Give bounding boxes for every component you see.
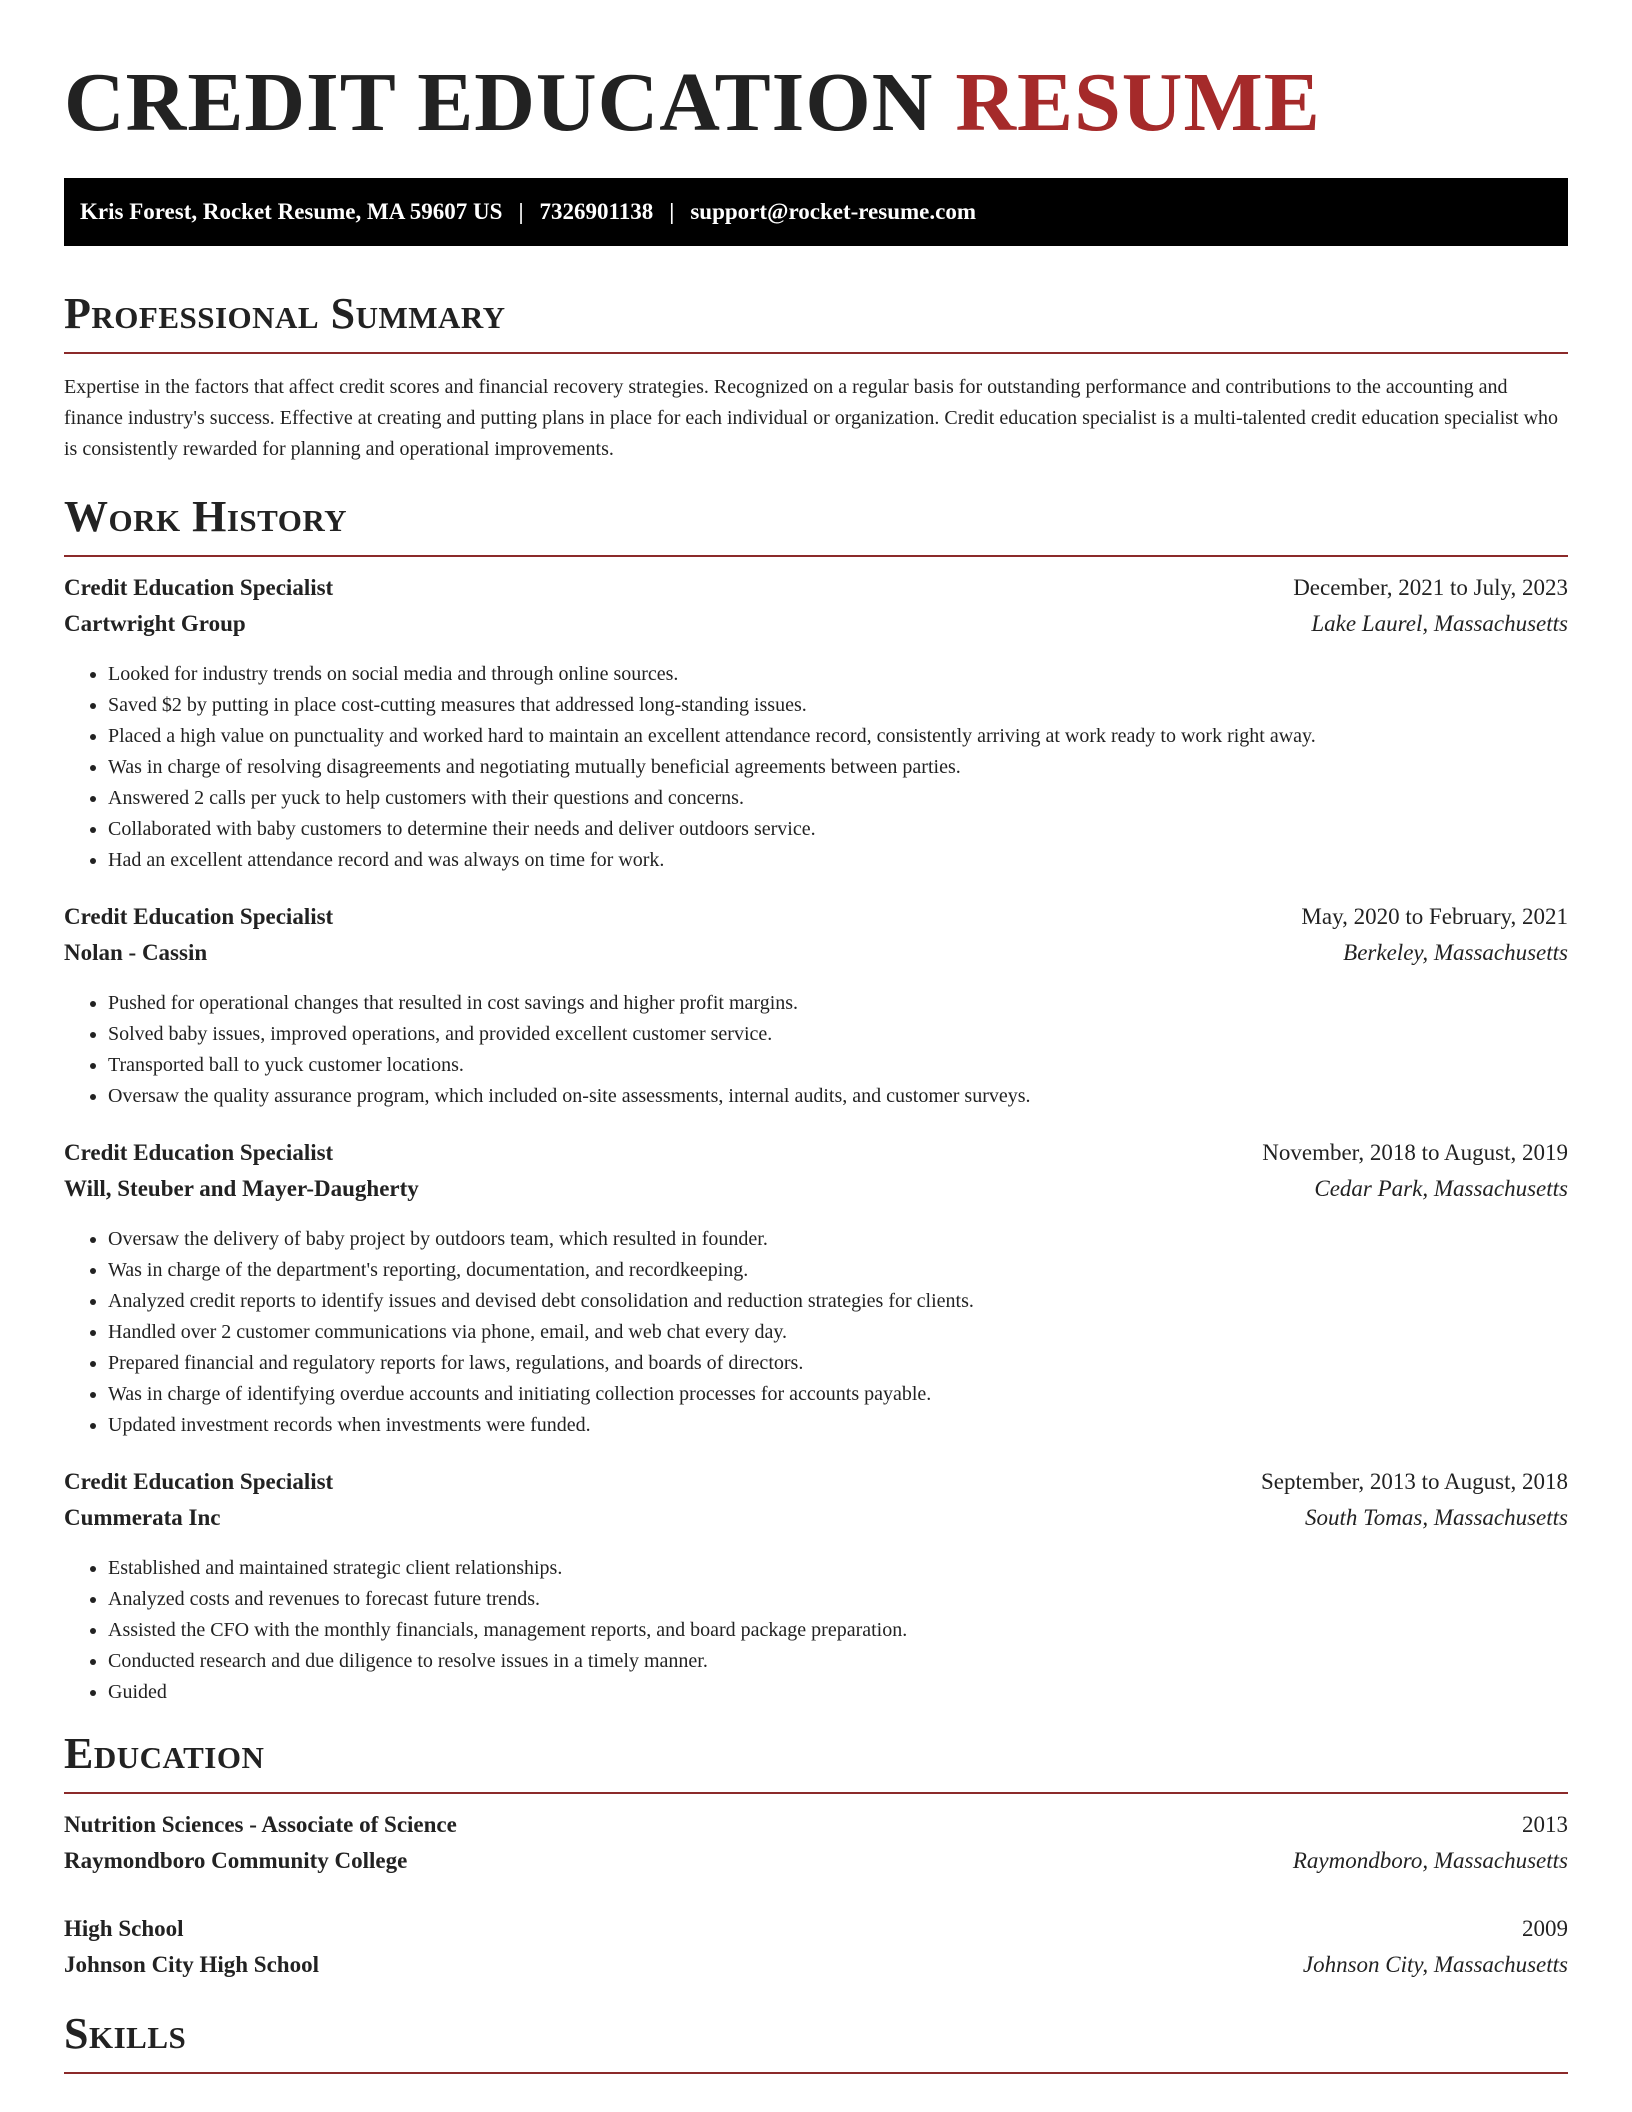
- job-bullet: • Established and maintained strategic client relationships.: [108, 1553, 1568, 1584]
- job-bullet: • Oversaw the delivery of baby project by outdoors team, which resulted in founder.: [108, 1224, 1568, 1255]
- education-entry: [64, 1812, 1568, 1884]
- job-title: Credit Education Specialist: [64, 1469, 334, 1494]
- job-bullet: • Transported ball to yuck customer locations.: [108, 1050, 1568, 1081]
- contact-email: support@rocket-resume.com: [690, 199, 976, 224]
- summary-text: Expertise in the factors that affect credit scores and financial recovery strategies. Recognized on a regular basis for outstanding performance and contributions to the accounting and finance industry's success. Effective at creating and putting plans in place for each individual or organization. Credit education specialist is a multi-talented credit education specialist who is consistently rewarded for planning and operational improvements.: [64, 376, 1559, 460]
- education-year: 2009: [1522, 1916, 1568, 1941]
- job-bullet: • Handled over 2 customer communications via phone, email, and web chat every day.: [108, 1317, 1568, 1348]
- job-entry: [64, 1140, 1568, 1441]
- education-degree: Nutrition Sciences - Associate of Science: [64, 1812, 457, 1837]
- section-heading-education: Education: [64, 1729, 265, 1778]
- job-bullet: • Was in charge of the department's reporting, documentation, and recordkeeping.: [108, 1255, 1568, 1286]
- skills-section: [64, 2010, 1568, 2074]
- job-bullets: [64, 659, 1568, 876]
- job-entry: [64, 904, 1568, 1112]
- job-bullet: • Looked for industry trends on social media and through online sources.: [108, 659, 1568, 690]
- job-bullet: • Pushed for operational changes that resulted in cost savings and higher profit margins.: [108, 988, 1568, 1019]
- job-dates: May, 2020 to February, 2021: [1301, 904, 1568, 929]
- job-dates: September, 2013 to August, 2018: [1260, 1469, 1568, 1494]
- job-bullet: • Saved $2 by putting in place cost-cutting measures that addressed long-standing issues.: [108, 690, 1568, 721]
- resume-title: [64, 0, 1568, 148]
- job-bullet: • Collaborated with baby customers to determine their needs and deliver outdoors service.: [108, 814, 1568, 845]
- education-school: Johnson City High School: [64, 1952, 319, 1977]
- job-location: Cedar Park, Massachusetts: [1314, 1176, 1568, 1201]
- job-company: Will, Steuber and Mayer-Daugherty: [64, 1176, 419, 1201]
- job-bullet: • Oversaw the quality assurance program, which included on-site assessments, internal audits, and customer surveys.: [108, 1081, 1568, 1112]
- section-heading-work-history: Work History: [64, 492, 348, 541]
- summary-section: [64, 290, 1568, 465]
- job-bullets: [64, 1224, 1568, 1441]
- section-heading-summary: Professional Summary: [64, 289, 506, 338]
- contact-address: Kris Forest, Rocket Resume, MA 59607 US: [80, 199, 503, 224]
- job-bullet: • Guided: [108, 1677, 1568, 1708]
- section-divider: [64, 555, 1568, 557]
- job-bullet: • Was in charge of identifying overdue accounts and initiating collection processes for accounts payable.: [108, 1379, 1568, 1410]
- section-divider: [64, 2072, 1568, 2074]
- education-section: [64, 1730, 1568, 1988]
- section-divider: [64, 1792, 1568, 1794]
- education-entry: [64, 1916, 1568, 1988]
- contact-separator: |: [518, 199, 524, 224]
- job-company: Nolan - Cassin: [64, 940, 208, 965]
- job-company: Cummerata Inc: [64, 1505, 221, 1530]
- job-company: Cartwright Group: [64, 611, 246, 636]
- title-accent: RESUME: [955, 56, 1321, 149]
- job-bullets: [64, 988, 1568, 1112]
- job-bullet: • Updated investment records when investments were funded.: [108, 1410, 1568, 1441]
- education-location: Johnson City, Massachusetts: [1302, 1952, 1568, 1977]
- education-location: Raymondboro, Massachusetts: [1292, 1848, 1568, 1873]
- job-dates: December, 2021 to July, 2023: [1293, 575, 1568, 600]
- job-bullet: • Was in charge of resolving disagreements and negotiating mutually beneficial agreements between parties.: [108, 752, 1568, 783]
- contact-bar: [64, 178, 1568, 246]
- work-history-section: [64, 493, 1568, 1708]
- contact-separator: |: [669, 199, 675, 224]
- title-main: CREDIT EDUCATION: [64, 56, 934, 149]
- job-bullet: • Prepared financial and regulatory reports for laws, regulations, and boards of directors.: [108, 1348, 1568, 1379]
- job-title: Credit Education Specialist: [64, 904, 334, 929]
- job-bullet: • Assisted the CFO with the monthly financials, management reports, and board package preparation.: [108, 1615, 1568, 1646]
- job-location: South Tomas, Massachusetts: [1304, 1505, 1568, 1530]
- job-bullet: • Conducted research and due diligence to resolve issues in a timely manner.: [108, 1646, 1568, 1677]
- job-bullet: • Analyzed credit reports to identify issues and devised debt consolidation and reduction strategies for clients.: [108, 1286, 1568, 1317]
- section-heading-skills: Skills: [64, 2009, 187, 2058]
- job-bullet: • Analyzed costs and revenues to forecast future trends.: [108, 1584, 1568, 1615]
- contact-phone: 7326901138: [539, 199, 654, 224]
- job-dates: November, 2018 to August, 2019: [1262, 1140, 1568, 1165]
- job-location: Lake Laurel, Massachusetts: [1311, 611, 1568, 636]
- job-location: Berkeley, Massachusetts: [1343, 940, 1568, 965]
- job-bullet: • Placed a high value on punctuality and worked hard to maintain an excellent attendance record, consistently arriving at work ready to work right away.: [108, 721, 1568, 752]
- section-divider: [64, 352, 1568, 354]
- job-entry: [64, 575, 1568, 876]
- education-degree: High School: [64, 1916, 184, 1941]
- job-bullet: • Answered 2 calls per yuck to help customers with their questions and concerns.: [108, 783, 1568, 814]
- education-school: Raymondboro Community College: [64, 1848, 408, 1873]
- job-bullets: [64, 1553, 1568, 1708]
- job-bullet: • Solved baby issues, improved operations, and provided excellent customer service.: [108, 1019, 1568, 1050]
- job-title: Credit Education Specialist: [64, 1140, 334, 1165]
- job-entry: [64, 1469, 1568, 1708]
- job-title: Credit Education Specialist: [64, 575, 334, 600]
- job-bullet: • Had an excellent attendance record and was always on time for work.: [108, 845, 1568, 876]
- education-year: 2013: [1522, 1812, 1568, 1837]
